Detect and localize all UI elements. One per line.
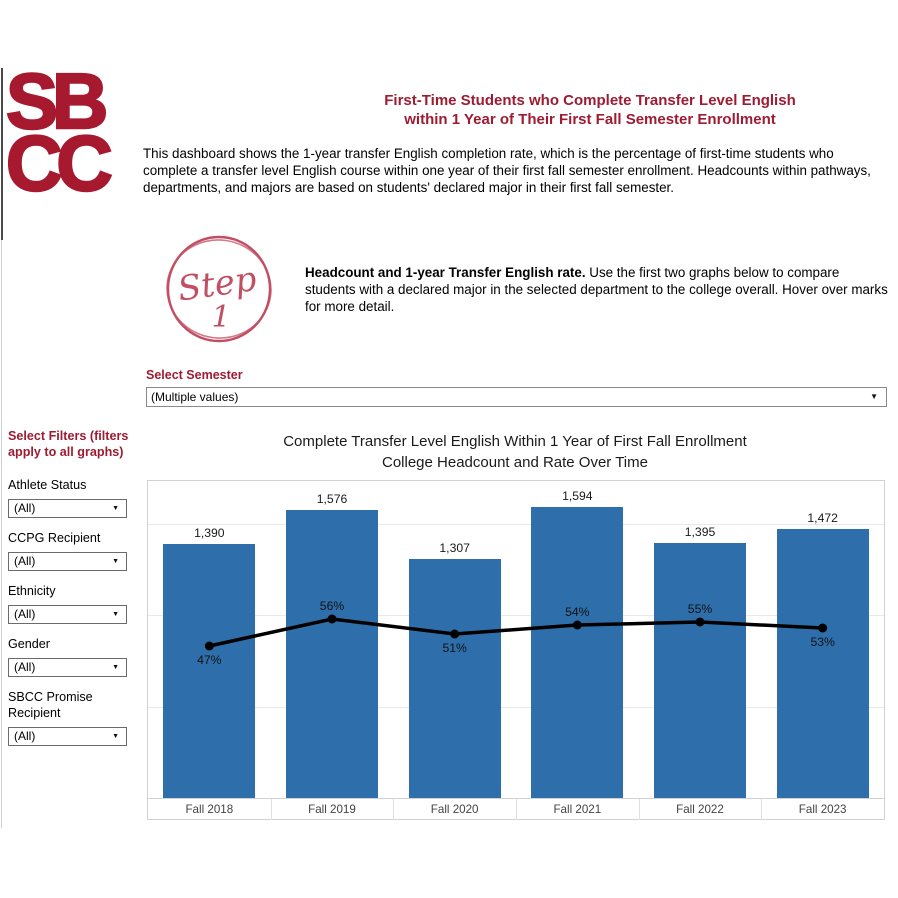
x-axis-label: Fall 2021 <box>553 803 602 816</box>
x-axis-label: Fall 2023 <box>798 803 847 816</box>
x-axis-label: Fall 2020 <box>430 803 479 816</box>
step-badge-word: Step <box>175 258 259 310</box>
page-title-line1: First-Time Students who Complete Transfer Level English <box>384 92 796 109</box>
rate-percent-label: 47% <box>197 653 222 667</box>
rate-percent-label: 54% <box>565 605 590 619</box>
x-axis-label: Fall 2018 <box>185 803 234 816</box>
gender-dropdown[interactable] <box>8 658 127 677</box>
bar-value-label: 1,307 <box>439 541 470 556</box>
ethnicity-dropdown[interactable] <box>8 605 127 624</box>
dropdown-value: (All) <box>14 501 36 516</box>
x-axis-label: Fall 2019 <box>308 803 356 816</box>
rate-marker[interactable] <box>328 615 337 624</box>
step-instruction-bold: Headcount and 1-year Transfer English rate. <box>305 265 586 280</box>
bar-value-label: 1,390 <box>194 526 225 541</box>
filter-sbcc-promise <box>8 690 128 745</box>
x-axis-separator <box>761 799 762 820</box>
filter-athlete-status <box>8 478 128 518</box>
chart-title-line1: Complete Transfer Level English Within 1 Year of First Fall Enrollment <box>283 433 747 450</box>
step-instruction-rest: Use the first two graphs below to compare students with a declared major in the selected department to the college overall. Hover over marks for more detail. <box>305 265 888 315</box>
page-title <box>240 92 898 130</box>
filter-label: Athlete Status <box>8 478 87 492</box>
chevron-down-icon[interactable]: ▼ <box>112 611 119 619</box>
step-instruction <box>305 264 892 315</box>
left-edge-border-dark <box>1 68 3 240</box>
filter-label: Gender <box>8 637 51 652</box>
sbcc-promise-dropdown[interactable] <box>8 727 127 746</box>
dropdown-value: (All) <box>14 554 36 569</box>
chevron-down-icon[interactable]: ▼ <box>112 732 119 740</box>
rate-percent-label: 55% <box>687 602 713 616</box>
select-filters-heading: Select Filters (filters apply to all graphs) <box>8 429 129 459</box>
chevron-down-icon[interactable]: ▼ <box>112 505 119 513</box>
filter-label: Ethnicity <box>8 584 56 599</box>
headcount-rate-chart <box>147 480 885 820</box>
step-badge-number: 1 <box>211 300 231 335</box>
dropdown-value: (All) <box>14 660 36 675</box>
sbcc-logo <box>6 57 136 208</box>
semester-dropdown[interactable] <box>146 387 887 407</box>
chart-title-line2: College Headcount and Rate Over Time <box>382 453 648 471</box>
bar-value-label: 1,472 <box>807 511 838 526</box>
chart-x-axis <box>148 798 884 820</box>
bar-value-label: 1,395 <box>684 525 716 540</box>
semester-dropdown-value: (Multiple values) <box>151 390 239 404</box>
chevron-down-icon[interactable]: ▼ <box>112 664 119 672</box>
filter-ethnicity <box>8 584 128 624</box>
dropdown-value: (All) <box>14 607 36 622</box>
rate-marker[interactable] <box>573 621 582 630</box>
rate-line[interactable] <box>209 619 822 646</box>
rate-percent-label: 51% <box>442 641 467 655</box>
rate-marker[interactable] <box>818 624 827 633</box>
rate-line-layer <box>148 481 884 798</box>
rate-percent-label: 53% <box>810 635 835 649</box>
dashboard-description: This dashboard shows the 1-year transfer English completion rate, which is the percentage of first-time students who complete a transfer level English course within one year of their first fall semester enrollment. Headcounts within pathways, departments, and majors are based on students' declared major in their first fall semester. <box>143 146 871 195</box>
rate-marker[interactable] <box>696 618 705 627</box>
filter-label: CCPG Recipient <box>8 531 101 546</box>
sbcc-logo-line1: SB <box>6 57 103 145</box>
filter-gender <box>8 637 128 677</box>
x-axis-label: Fall 2022 <box>676 803 724 816</box>
sbcc-logo-line2: CC <box>6 119 107 208</box>
bar-value-label: 1,576 <box>316 492 348 507</box>
filter-label: SBCC Promise Recipient <box>8 690 93 720</box>
page-title-line2: within 1 Year of Their First Fall Semester Enrollment <box>404 110 776 128</box>
x-axis-separator <box>639 799 640 820</box>
rate-percent-label: 56% <box>319 599 345 613</box>
filter-ccpg-recipient <box>8 531 128 571</box>
x-axis-separator <box>271 799 272 820</box>
chevron-down-icon[interactable]: ▼ <box>112 558 119 566</box>
step-1-badge-icon <box>163 233 275 345</box>
select-semester-label: Select Semester <box>146 368 243 382</box>
chevron-down-icon[interactable]: ▼ <box>870 392 878 401</box>
athlete-status-dropdown[interactable] <box>8 499 127 518</box>
rate-marker[interactable] <box>450 630 459 639</box>
left-edge-border-light <box>1 240 2 828</box>
ccpg-recipient-dropdown[interactable] <box>8 552 127 571</box>
dropdown-value: (All) <box>14 728 36 743</box>
rate-marker[interactable] <box>205 642 214 651</box>
x-axis-separator <box>393 799 394 820</box>
x-axis-separator <box>516 799 517 820</box>
filters-panel <box>8 478 128 759</box>
chart-plot-area <box>148 481 884 798</box>
chart-title <box>147 432 883 473</box>
bar-value-label: 1,594 <box>562 488 593 503</box>
